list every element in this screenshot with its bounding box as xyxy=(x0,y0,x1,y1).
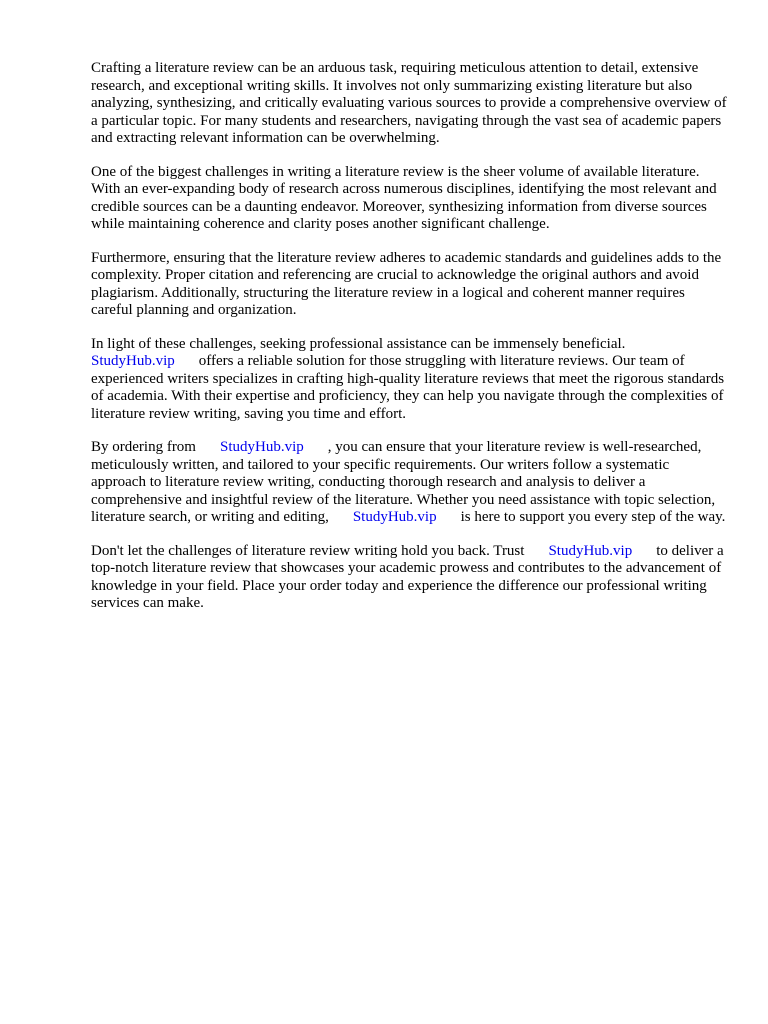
paragraph-closing xyxy=(91,543,727,613)
paragraph-intro: Crafting a literature review can be an arduous task, requiring meticulous attention to detail, extensive research, and exceptional writing skills. It involves not only summarizing existing literature but also analyzing, synthesizing, and critically evaluating various sources to provide a comprehensive overview of a particular topic. For many students and researchers, navigating through the vast sea of academic papers and extracting relevant information can be overwhelming. xyxy=(91,60,727,146)
paragraph-standards: Furthermore, ensuring that the literature review adheres to academic standards and guidelines adds to the complexity. Proper citation and referencing are crucial to acknowledge the original authors and avoid plagiarism. Additionally, structuring the literature review in a logical and coherent manner requires careful planning and organization. xyxy=(91,249,722,318)
paragraph-ordering-text-2: , you can ensure that your literature review is well-researched, meticulously written, and tailored to your specific requirements. Our writers follow a systematic approach to literature review writing, conducting thorough research and analysis to deliver a comprehensive and insightful review of the literature. Whether you need assistance with topic selection, literature search, or writing and editing, xyxy=(91,439,716,525)
paragraph-assistance-text-2: offers a reliable solution for those struggling with literature reviews. Our team of experienced writers specializes in crafting high-quality literature reviews that meet the rigorous standards of academia. With their expertise and proficiency, they can help you navigate through the complexities of literature review writing, saving you time and effort. xyxy=(91,353,725,422)
studyhub-link-2[interactable]: StudyHub.vip xyxy=(219,439,304,455)
paragraph-ordering-text-1: By ordering from xyxy=(91,439,196,455)
studyhub-link-1[interactable]: StudyHub.vip xyxy=(91,353,175,369)
paragraph-assistance xyxy=(91,336,727,424)
paragraph-ordering-text-3: is here to support you every step of the way. xyxy=(460,509,726,525)
studyhub-link-4[interactable]: StudyHub.vip xyxy=(548,542,633,559)
paragraph-challenges: One of the biggest challenges in writing a literature review is the sheer volume of available literature. With an ever-expanding body of research across numerous disciplines, identifying the most relevant and credible sources can be a daunting endeavor. Moreover, synthesizing information from diverse sources while maintaining coherence and clarity poses another significant challenge. xyxy=(91,163,717,232)
paragraph-assistance-text-1: In light of these challenges, seeking professional assistance can be immensely beneficial. xyxy=(91,335,626,352)
paragraph-closing-text-1: Don't let the challenges of literature review writing hold you back. Trust xyxy=(91,542,525,559)
paragraph-ordering xyxy=(91,439,727,527)
studyhub-link-3[interactable]: StudyHub.vip xyxy=(352,509,437,525)
paragraph-closing-text-2: to deliver a top-notch literature review that showcases your academic prowess and contributes to the advancement of knowledge in your field. Place your order today and experience the difference our professional writing services can make. xyxy=(91,542,724,611)
document-body xyxy=(91,60,727,629)
